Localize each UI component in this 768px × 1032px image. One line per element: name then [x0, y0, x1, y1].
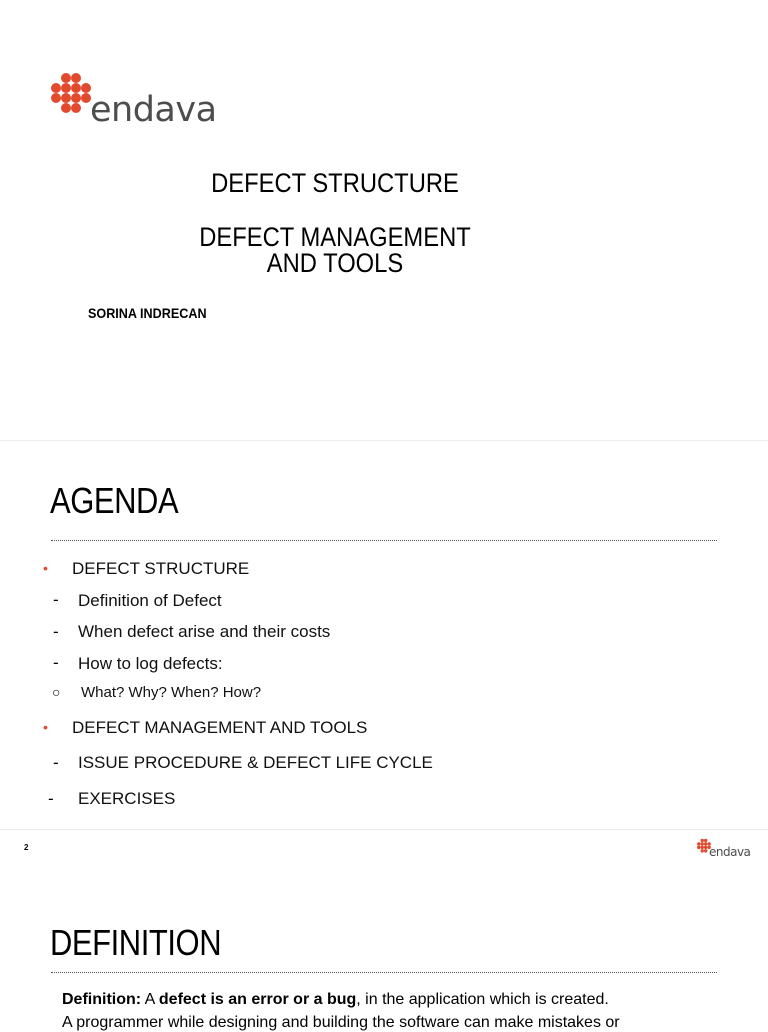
bullet-marker: • — [43, 560, 48, 576]
definition-label: Definition: — [62, 991, 142, 1008]
agenda-item: What? Why? When? How? — [81, 684, 262, 701]
slide-separator — [0, 440, 768, 441]
dash-marker: - — [53, 753, 59, 772]
dash-marker: - — [53, 622, 59, 641]
heading-divider — [51, 972, 717, 973]
definition-line-2: A programmer while designing and building the software can make mistakes or — [62, 1014, 620, 1031]
definition-text-a: A — [141, 991, 159, 1008]
circle-marker: ○ — [52, 684, 61, 700]
slide1-title-2-line1: DEFECT MANAGEMENT — [199, 222, 471, 252]
endava-logo-small — [696, 838, 756, 860]
endava-logo-small-text: endava — [709, 845, 751, 859]
agenda-item: Definition of Defect — [78, 591, 222, 610]
dash-marker: - — [48, 789, 54, 808]
author-name: SORINA INDRECAN — [88, 305, 207, 321]
endava-logo — [48, 72, 218, 132]
agenda-item: DEFECT STRUCTURE — [72, 559, 250, 578]
slide-separator — [0, 829, 768, 830]
definition-line-1 — [62, 991, 609, 1009]
definition-text-b: , in the application which is created. — [356, 991, 609, 1008]
slide1-title-1: DEFECT STRUCTURE — [211, 168, 459, 198]
page-number: 2 — [24, 843, 29, 852]
endava-logo-text: endava — [90, 90, 217, 130]
agenda-heading: AGENDA — [50, 480, 179, 521]
definition-bold-text: defect is an error or a bug — [158, 991, 357, 1008]
agenda-item: EXERCISES — [78, 789, 176, 808]
definition-heading: DEFINITION — [50, 922, 222, 963]
bullet-marker: • — [43, 719, 48, 735]
dash-marker: - — [53, 590, 59, 609]
agenda-item: How to log defects: — [78, 654, 223, 673]
slide1-title-2-line2: AND TOOLS — [266, 248, 404, 278]
agenda-item: DEFECT MANAGEMENT AND TOOLS — [72, 718, 368, 737]
agenda-item: ISSUE PROCEDURE & DEFECT LIFE CYCLE — [78, 753, 433, 772]
heading-divider — [51, 540, 717, 541]
dash-marker: - — [53, 653, 59, 672]
agenda-item: When defect arise and their costs — [78, 622, 331, 641]
